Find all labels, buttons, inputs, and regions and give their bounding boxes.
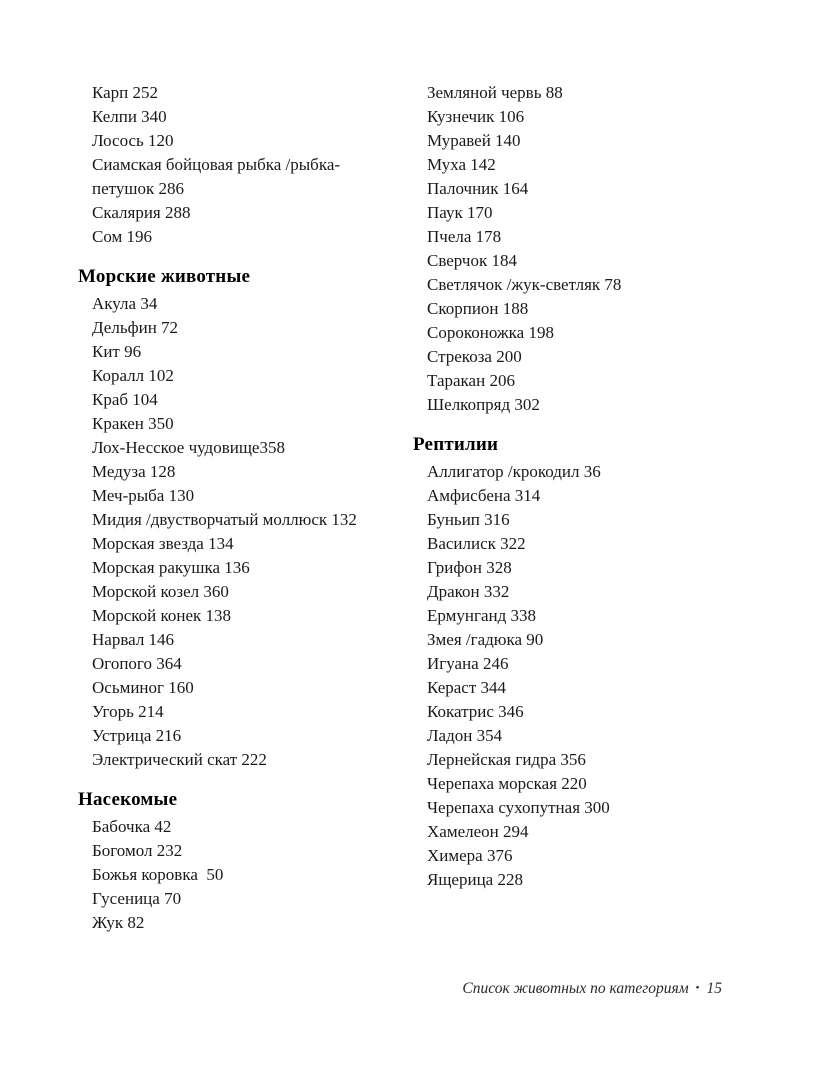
index-column-left	[78, 81, 390, 935]
index-entry: Таракан 206	[427, 371, 515, 390]
index-entry: Амфисбена 314	[427, 486, 541, 505]
index-entry: Кит 96	[92, 342, 142, 361]
index-entry: Земляной червь 88	[427, 83, 563, 102]
index-entry: Скалярия 288	[92, 203, 191, 222]
index-entry: Пчела 178	[427, 227, 502, 246]
index-entry: Ермунганд 338	[427, 606, 536, 625]
index-section	[413, 431, 725, 892]
section-heading: Рептилии	[413, 434, 499, 455]
page-footer	[462, 980, 722, 998]
footer-separator-dot: •	[695, 982, 700, 994]
index-entry: Дракон 332	[427, 582, 510, 601]
index-section	[78, 786, 390, 935]
index-entry: Лосось 120	[92, 131, 174, 150]
section-heading: Морские животные	[78, 266, 251, 287]
index-entry: Василиск 322	[427, 534, 526, 553]
index-entry: Сом 196	[92, 227, 153, 246]
index-section	[413, 81, 725, 417]
index-entry: Паук 170	[427, 203, 493, 222]
index-entry: Шелкопряд 302	[427, 395, 540, 414]
index-entry: Гусеница 70	[92, 889, 182, 908]
index-entry: Лернейская гидра 356	[427, 750, 586, 769]
index-entry: Мидия /двустворчатый моллюск 132	[92, 510, 357, 529]
index-entry: Дельфин 72	[92, 318, 179, 337]
index-entry: Морская ракушка 136	[92, 558, 250, 577]
index-entry: Акула 34	[92, 294, 158, 313]
index-entry: Бабочка 42	[92, 817, 172, 836]
section-heading: Насекомые	[78, 789, 178, 810]
index-entry: Светлячок /жук-светляк 78	[427, 275, 622, 294]
index-entry: Игуана 246	[427, 654, 509, 673]
index-entry: Коралл 102	[92, 366, 174, 385]
index-entry: Грифон 328	[427, 558, 512, 577]
index-entry: Медуза 128	[92, 462, 176, 481]
index-entry: Черепаха морская 220	[427, 774, 587, 793]
index-entry: Карп 252	[92, 83, 159, 102]
index-entry: Палочник 164	[427, 179, 529, 198]
index-entry: Хамелеон 294	[427, 822, 529, 841]
index-entry: Краб 104	[92, 390, 158, 409]
footer-running-title: Список животных по категориям	[462, 980, 689, 997]
index-entry: Устрица 216	[92, 726, 182, 745]
index-entry: Кераст 344	[427, 678, 507, 697]
index-entry: Муравей 140	[427, 131, 521, 150]
index-entry: Божья коровка 50	[92, 865, 224, 884]
index-entry: Аллигатор /крокодил 36	[427, 462, 601, 481]
index-entry: Сверчок 184	[427, 251, 517, 270]
index-entry: Нарвал 146	[92, 630, 175, 649]
index-entry: Богомол 232	[92, 841, 183, 860]
index-entry: Кокатрис 346	[427, 702, 524, 721]
index-entry: Стрекоза 200	[427, 347, 522, 366]
index-entry: Морской козел 360	[92, 582, 229, 601]
index-entry: Осьминог 160	[92, 678, 194, 697]
index-entry: Жук 82	[92, 913, 145, 932]
index-entry: Змея /гадюка 90	[427, 630, 544, 649]
index-entry: Кузнечик 106	[427, 107, 525, 126]
index-entry: Огопого 364	[92, 654, 182, 673]
index-entry: Буньип 316	[427, 510, 510, 529]
index-entry: Электрический скат 222	[92, 750, 267, 769]
index-entry: Скорпион 188	[427, 299, 529, 318]
index-entry: Сиамская бойцовая рыбка /рыбка-петушок 286	[92, 155, 341, 198]
index-entry: Угорь 214	[92, 702, 164, 721]
index-entry: Ящерица 228	[427, 870, 523, 889]
index-entry: Сороконожка 198	[427, 323, 554, 342]
index-section	[78, 263, 390, 772]
index-entry: Келпи 340	[92, 107, 167, 126]
index-entry: Муха 142	[427, 155, 496, 174]
index-entry: Лох-Несское чудовище358	[92, 438, 285, 457]
index-entry: Меч-рыба 130	[92, 486, 195, 505]
index-entry: Химера 376	[427, 846, 513, 865]
index-entry: Морская звезда 134	[92, 534, 234, 553]
index-entry: Кракен 350	[92, 414, 174, 433]
index-columns	[78, 81, 725, 935]
index-entry: Черепаха сухопутная 300	[427, 798, 610, 817]
index-entry: Морской конек 138	[92, 606, 232, 625]
footer-page-number: 15	[706, 980, 722, 997]
index-entry: Ладон 354	[427, 726, 503, 745]
index-section	[78, 81, 390, 249]
index-column-right	[413, 81, 725, 935]
